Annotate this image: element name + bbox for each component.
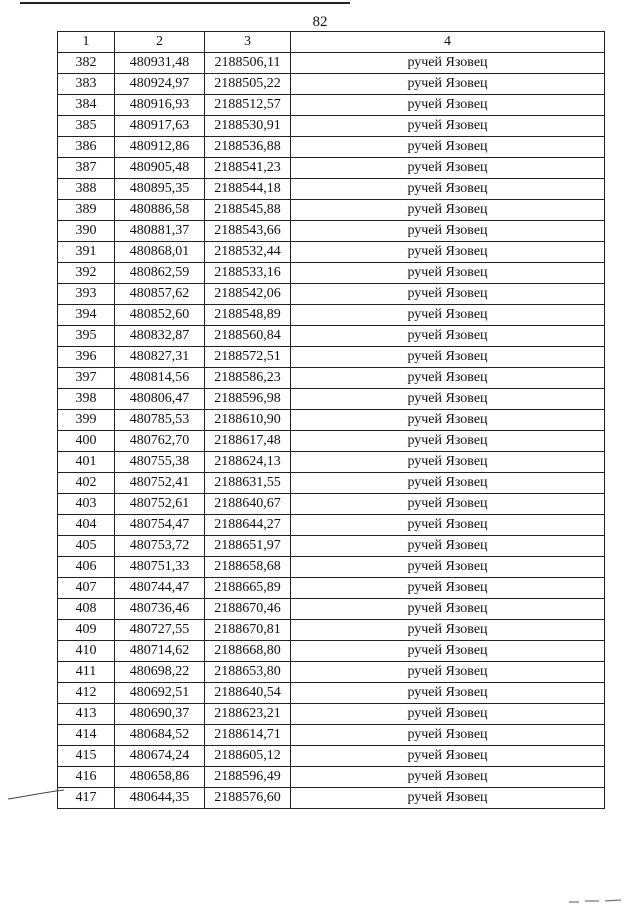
table-row [58,95,605,116]
x-coordinate-cell: 480862,59 [115,263,205,284]
table-row [58,683,605,704]
x-coordinate-cell: 480714,62 [115,641,205,662]
point-number-cell: 414 [58,725,115,746]
x-coordinate-cell: 480752,41 [115,473,205,494]
y-coordinate-cell: 2188614,71 [205,725,291,746]
table-row [58,578,605,599]
y-coordinate-cell: 2188512,57 [205,95,291,116]
table-row [58,74,605,95]
y-coordinate-cell: 2188653,80 [205,662,291,683]
description-cell: ручей Язовец [291,200,605,221]
table-row [58,221,605,242]
table-row [58,389,605,410]
description-cell: ручей Язовец [291,242,605,263]
point-number-cell: 397 [58,368,115,389]
point-number-cell: 395 [58,326,115,347]
y-coordinate-cell: 2188644,27 [205,515,291,536]
table-row [58,347,605,368]
x-coordinate-cell: 480762,70 [115,431,205,452]
table-row [58,305,605,326]
table-row [58,326,605,347]
x-coordinate-cell: 480886,58 [115,200,205,221]
table-row [58,641,605,662]
point-number-cell: 417 [58,788,115,809]
point-number-cell: 389 [58,200,115,221]
point-number-cell: 400 [58,431,115,452]
x-coordinate-cell: 480755,38 [115,452,205,473]
description-cell: ручей Язовец [291,284,605,305]
point-number-cell: 391 [58,242,115,263]
description-cell: ручей Язовец [291,347,605,368]
description-cell: ручей Язовец [291,410,605,431]
y-coordinate-cell: 2188665,89 [205,578,291,599]
x-coordinate-cell: 480754,47 [115,515,205,536]
x-coordinate-cell: 480924,97 [115,74,205,95]
y-coordinate-cell: 2188617,48 [205,431,291,452]
y-coordinate-cell: 2188610,90 [205,410,291,431]
table-row [58,620,605,641]
point-number-cell: 398 [58,389,115,410]
x-coordinate-cell: 480752,61 [115,494,205,515]
table-body [58,53,605,809]
table-row [58,788,605,809]
description-cell: ручей Язовец [291,746,605,767]
y-coordinate-cell: 2188532,44 [205,242,291,263]
y-coordinate-cell: 2188572,51 [205,347,291,368]
x-coordinate-cell: 480916,93 [115,95,205,116]
y-coordinate-cell: 2188670,81 [205,620,291,641]
point-number-cell: 396 [58,347,115,368]
x-coordinate-cell: 480658,86 [115,767,205,788]
page-number: 82 [312,14,328,30]
y-coordinate-cell: 2188670,46 [205,599,291,620]
y-coordinate-cell: 2188640,67 [205,494,291,515]
table-row [58,557,605,578]
table-row [58,158,605,179]
x-coordinate-cell: 480806,47 [115,389,205,410]
description-cell: ручей Язовец [291,473,605,494]
point-number-cell: 412 [58,683,115,704]
table-row [58,452,605,473]
corner-mark [565,896,625,904]
y-coordinate-cell: 2188544,18 [205,179,291,200]
table-row [58,515,605,536]
x-coordinate-cell: 480832,87 [115,326,205,347]
y-coordinate-cell: 2188624,13 [205,452,291,473]
x-coordinate-cell: 480931,48 [115,53,205,74]
point-number-cell: 415 [58,746,115,767]
point-number-cell: 408 [58,599,115,620]
x-coordinate-cell: 480857,62 [115,284,205,305]
x-coordinate-cell: 480736,46 [115,599,205,620]
x-coordinate-cell: 480751,33 [115,557,205,578]
point-number-cell: 390 [58,221,115,242]
description-cell: ручей Язовец [291,95,605,116]
point-number-cell: 386 [58,137,115,158]
description-cell: ручей Язовец [291,452,605,473]
description-cell: ручей Язовец [291,368,605,389]
table-row [58,494,605,515]
description-cell: ручей Язовец [291,641,605,662]
point-number-cell: 385 [58,116,115,137]
y-coordinate-cell: 2188576,60 [205,788,291,809]
point-number-cell: 416 [58,767,115,788]
coordinates-table [57,31,605,809]
description-cell: ручей Язовец [291,179,605,200]
y-coordinate-cell: 2188651,97 [205,536,291,557]
table-row [58,746,605,767]
x-coordinate-cell: 480674,24 [115,746,205,767]
description-cell: ручей Язовец [291,557,605,578]
table-row [58,536,605,557]
y-coordinate-cell: 2188536,88 [205,137,291,158]
description-cell: ручей Язовец [291,431,605,452]
y-coordinate-cell: 2188596,98 [205,389,291,410]
table-row [58,263,605,284]
table-row [58,284,605,305]
y-coordinate-cell: 2188530,91 [205,116,291,137]
point-number-cell: 410 [58,641,115,662]
table-row [58,662,605,683]
description-cell: ручей Язовец [291,74,605,95]
column-header-1: 1 [58,32,115,53]
point-number-cell: 402 [58,473,115,494]
table-row [58,704,605,725]
x-coordinate-cell: 480814,56 [115,368,205,389]
y-coordinate-cell: 2188560,84 [205,326,291,347]
point-number-cell: 407 [58,578,115,599]
x-coordinate-cell: 480753,72 [115,536,205,557]
x-coordinate-cell: 480852,60 [115,305,205,326]
x-coordinate-cell: 480644,35 [115,788,205,809]
description-cell: ручей Язовец [291,704,605,725]
point-number-cell: 399 [58,410,115,431]
description-cell: ручей Язовец [291,515,605,536]
table-row [58,473,605,494]
table-row [58,242,605,263]
description-cell: ручей Язовец [291,116,605,137]
y-coordinate-cell: 2188631,55 [205,473,291,494]
y-coordinate-cell: 2188640,54 [205,683,291,704]
point-number-cell: 406 [58,557,115,578]
description-cell: ручей Язовец [291,158,605,179]
description-cell: ручей Язовец [291,599,605,620]
table-row [58,767,605,788]
x-coordinate-cell: 480785,53 [115,410,205,431]
description-cell: ручей Язовец [291,767,605,788]
point-number-cell: 384 [58,95,115,116]
description-cell: ручей Язовец [291,662,605,683]
x-coordinate-cell: 480868,01 [115,242,205,263]
description-cell: ручей Язовец [291,305,605,326]
point-number-cell: 401 [58,452,115,473]
table-header-row [58,32,605,53]
x-coordinate-cell: 480905,48 [115,158,205,179]
description-cell: ручей Язовец [291,536,605,557]
y-coordinate-cell: 2188586,23 [205,368,291,389]
y-coordinate-cell: 2188596,49 [205,767,291,788]
description-cell: ручей Язовец [291,788,605,809]
point-number-cell: 405 [58,536,115,557]
point-number-cell: 383 [58,74,115,95]
point-number-cell: 409 [58,620,115,641]
y-coordinate-cell: 2188506,11 [205,53,291,74]
point-number-cell: 404 [58,515,115,536]
x-coordinate-cell: 480827,31 [115,347,205,368]
table-row [58,53,605,74]
y-coordinate-cell: 2188543,66 [205,221,291,242]
point-number-cell: 382 [58,53,115,74]
point-number-cell: 387 [58,158,115,179]
description-cell: ручей Язовец [291,725,605,746]
y-coordinate-cell: 2188505,22 [205,74,291,95]
y-coordinate-cell: 2188668,80 [205,641,291,662]
table-row [58,200,605,221]
point-number-cell: 393 [58,284,115,305]
y-coordinate-cell: 2188533,16 [205,263,291,284]
y-coordinate-cell: 2188542,06 [205,284,291,305]
y-coordinate-cell: 2188658,68 [205,557,291,578]
table-row [58,410,605,431]
point-number-cell: 413 [58,704,115,725]
top-rule [20,2,350,4]
x-coordinate-cell: 480917,63 [115,116,205,137]
description-cell: ручей Язовец [291,53,605,74]
description-cell: ручей Язовец [291,494,605,515]
column-header-3: 3 [205,32,291,53]
point-number-cell: 394 [58,305,115,326]
pen-mark [6,785,66,805]
x-coordinate-cell: 480744,47 [115,578,205,599]
point-number-cell: 388 [58,179,115,200]
description-cell: ручей Язовец [291,620,605,641]
x-coordinate-cell: 480881,37 [115,221,205,242]
x-coordinate-cell: 480698,22 [115,662,205,683]
description-cell: ручей Язовец [291,263,605,284]
description-cell: ручей Язовец [291,578,605,599]
y-coordinate-cell: 2188605,12 [205,746,291,767]
y-coordinate-cell: 2188623,21 [205,704,291,725]
y-coordinate-cell: 2188548,89 [205,305,291,326]
description-cell: ручей Язовец [291,389,605,410]
column-header-4: 4 [291,32,605,53]
point-number-cell: 392 [58,263,115,284]
point-number-cell: 411 [58,662,115,683]
point-number-cell: 403 [58,494,115,515]
table-row [58,725,605,746]
x-coordinate-cell: 480912,86 [115,137,205,158]
table-row [58,368,605,389]
y-coordinate-cell: 2188545,88 [205,200,291,221]
table-row [58,137,605,158]
x-coordinate-cell: 480895,35 [115,179,205,200]
y-coordinate-cell: 2188541,23 [205,158,291,179]
x-coordinate-cell: 480727,55 [115,620,205,641]
table-row [58,116,605,137]
x-coordinate-cell: 480690,37 [115,704,205,725]
column-header-2: 2 [115,32,205,53]
table-row [58,431,605,452]
description-cell: ручей Язовец [291,683,605,704]
description-cell: ручей Язовец [291,137,605,158]
description-cell: ручей Язовец [291,326,605,347]
table-row [58,599,605,620]
description-cell: ручей Язовец [291,221,605,242]
x-coordinate-cell: 480692,51 [115,683,205,704]
x-coordinate-cell: 480684,52 [115,725,205,746]
table-row [58,179,605,200]
